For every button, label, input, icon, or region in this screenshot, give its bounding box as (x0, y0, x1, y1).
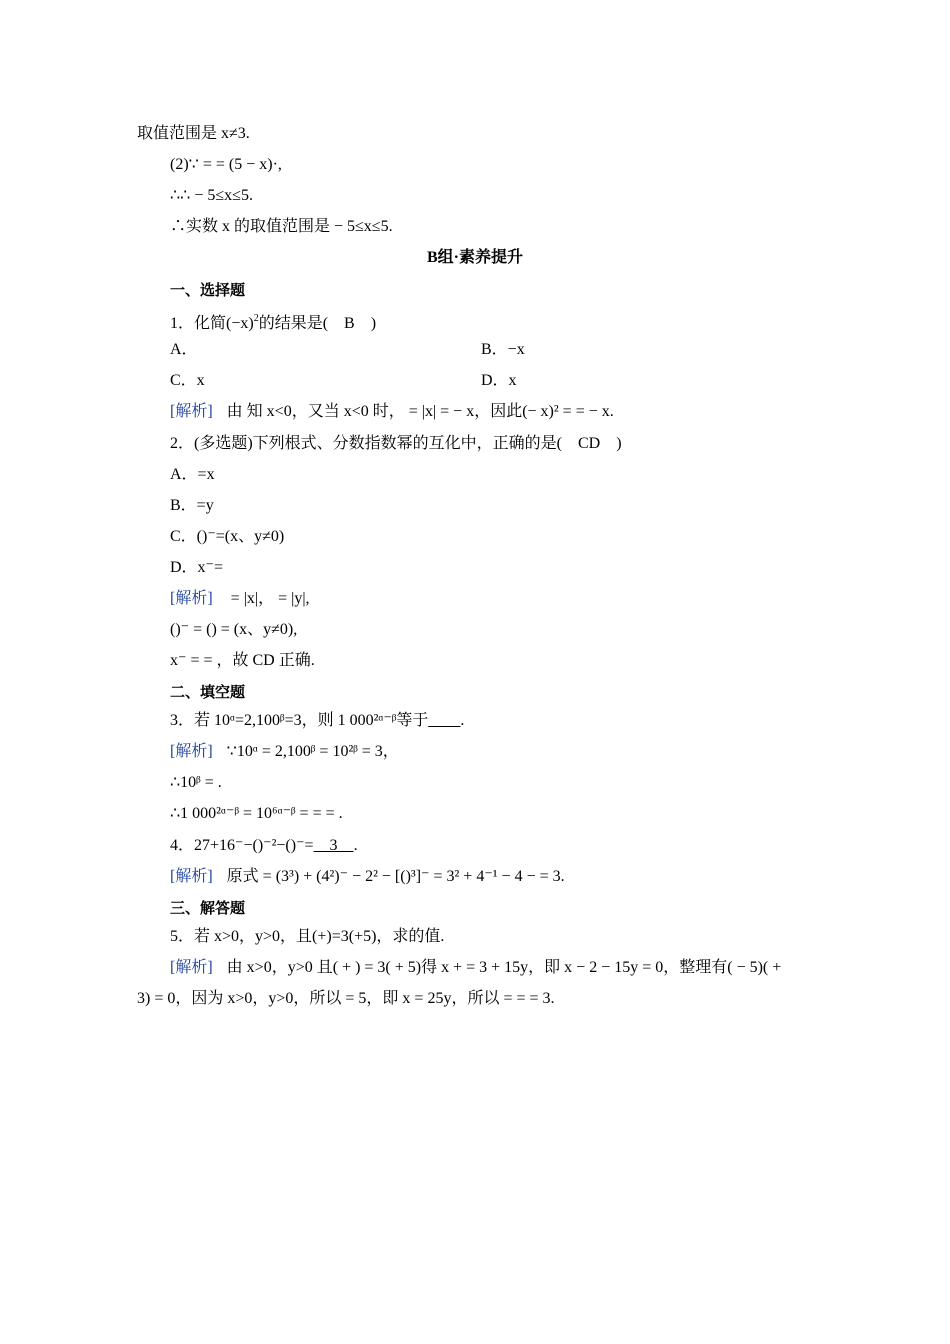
option-b: B．−x (481, 341, 525, 358)
analysis-tag: [解析] (170, 743, 213, 760)
section-heading: 二、填空题 (170, 683, 246, 701)
analysis-3 (170, 742, 399, 762)
answer-filled: 3 (313, 837, 354, 854)
punctuation: . (353, 837, 358, 854)
text-line: ∴∴ − 5≤x≤5. (170, 187, 253, 204)
question-4 (170, 836, 358, 856)
text-line: (2)∵ = = (5 − x)·, (170, 156, 282, 173)
option-a: A． (170, 341, 198, 358)
analysis-text: 由 x>0，y>0 且( + ) = 3( + 5)得 x + = 3 + 15y，即 x − 2 − 15y = 0，整理有( − 5)( + (226, 959, 782, 976)
analysis-text: = |x|， = |y|, (226, 590, 310, 607)
text-line: 取值范围是 x≠3. (137, 125, 250, 142)
punctuation: . (460, 712, 465, 729)
question-1-tail: 的结果是( B ) (258, 315, 377, 332)
analysis-2 (170, 589, 310, 609)
analysis-4 (170, 867, 565, 887)
analysis-line: ∴1 000²ᵅ⁻ᵝ = 10⁶ᵅ⁻ᵝ = = = . (170, 805, 343, 822)
option-d: D．x⁻= (170, 559, 224, 576)
option-c: C．x (170, 372, 205, 389)
option-c: C．()⁻=(x、y≠0) (170, 528, 285, 545)
option-a: A．=x (170, 466, 215, 483)
analysis-tag: [解析] (170, 868, 213, 885)
analysis-line: ()⁻ = () = (x、y≠0), (170, 621, 298, 638)
analysis-line: 3) = 0，因为 x>0，y>0，所以 = 5，即 x = 25y，所以 = = = 3. (137, 990, 555, 1007)
analysis-text: 由 知 x<0，又当 x<0 时， = |x| = − x，因此(− x)² = = − x. (226, 403, 614, 420)
analysis-text: ∵10ᵅ = 2,100ᵝ = 10²ᵝ = 3， (226, 743, 399, 760)
analysis-line: ∴10ᵝ = . (170, 774, 222, 791)
analysis-tag: [解析] (170, 403, 213, 420)
question-3-stem: 3．若 10ᵅ=2,100ᵝ=3，则 1 000²ᵅ⁻ᵝ等于 (170, 712, 429, 729)
text-line: ∴实数 x 的取值范围是 − 5≤x≤5. (170, 218, 393, 235)
section-heading: 一、选择题 (170, 281, 246, 299)
analysis-1 (170, 402, 614, 422)
option-b: B．=y (170, 497, 214, 514)
analysis-5 (170, 958, 781, 978)
superscript: 2 (253, 313, 259, 324)
question-2: 2．(多选题)下列根式、分数指数幂的互化中，正确的是( CD ) (170, 435, 622, 452)
analysis-tag: [解析] (170, 959, 213, 976)
question-5: 5．若 x>0，y>0，且(+)=3(+5)，求的值. (170, 928, 445, 945)
section-heading: 三、解答题 (170, 899, 246, 917)
analysis-line: x⁻ = = ，故 CD 正确. (170, 652, 315, 669)
group-title: B组·素养提升 (426, 249, 523, 266)
analysis-tag: [解析] (170, 590, 213, 607)
question-4-stem: 4．27+16⁻−()⁻²−()⁻= (170, 837, 314, 854)
answer-blank: ____ (428, 712, 461, 729)
question-1 (170, 309, 376, 334)
question-3 (170, 711, 464, 731)
analysis-text: 原式 = (3³) + (4²)⁻ − 2² − [()³]⁻ = 3² + 4⁻¹ − 4 − = 3. (226, 868, 565, 885)
question-1-stem: 1．化简(−x) (170, 315, 254, 332)
option-d: D．x (481, 372, 517, 389)
